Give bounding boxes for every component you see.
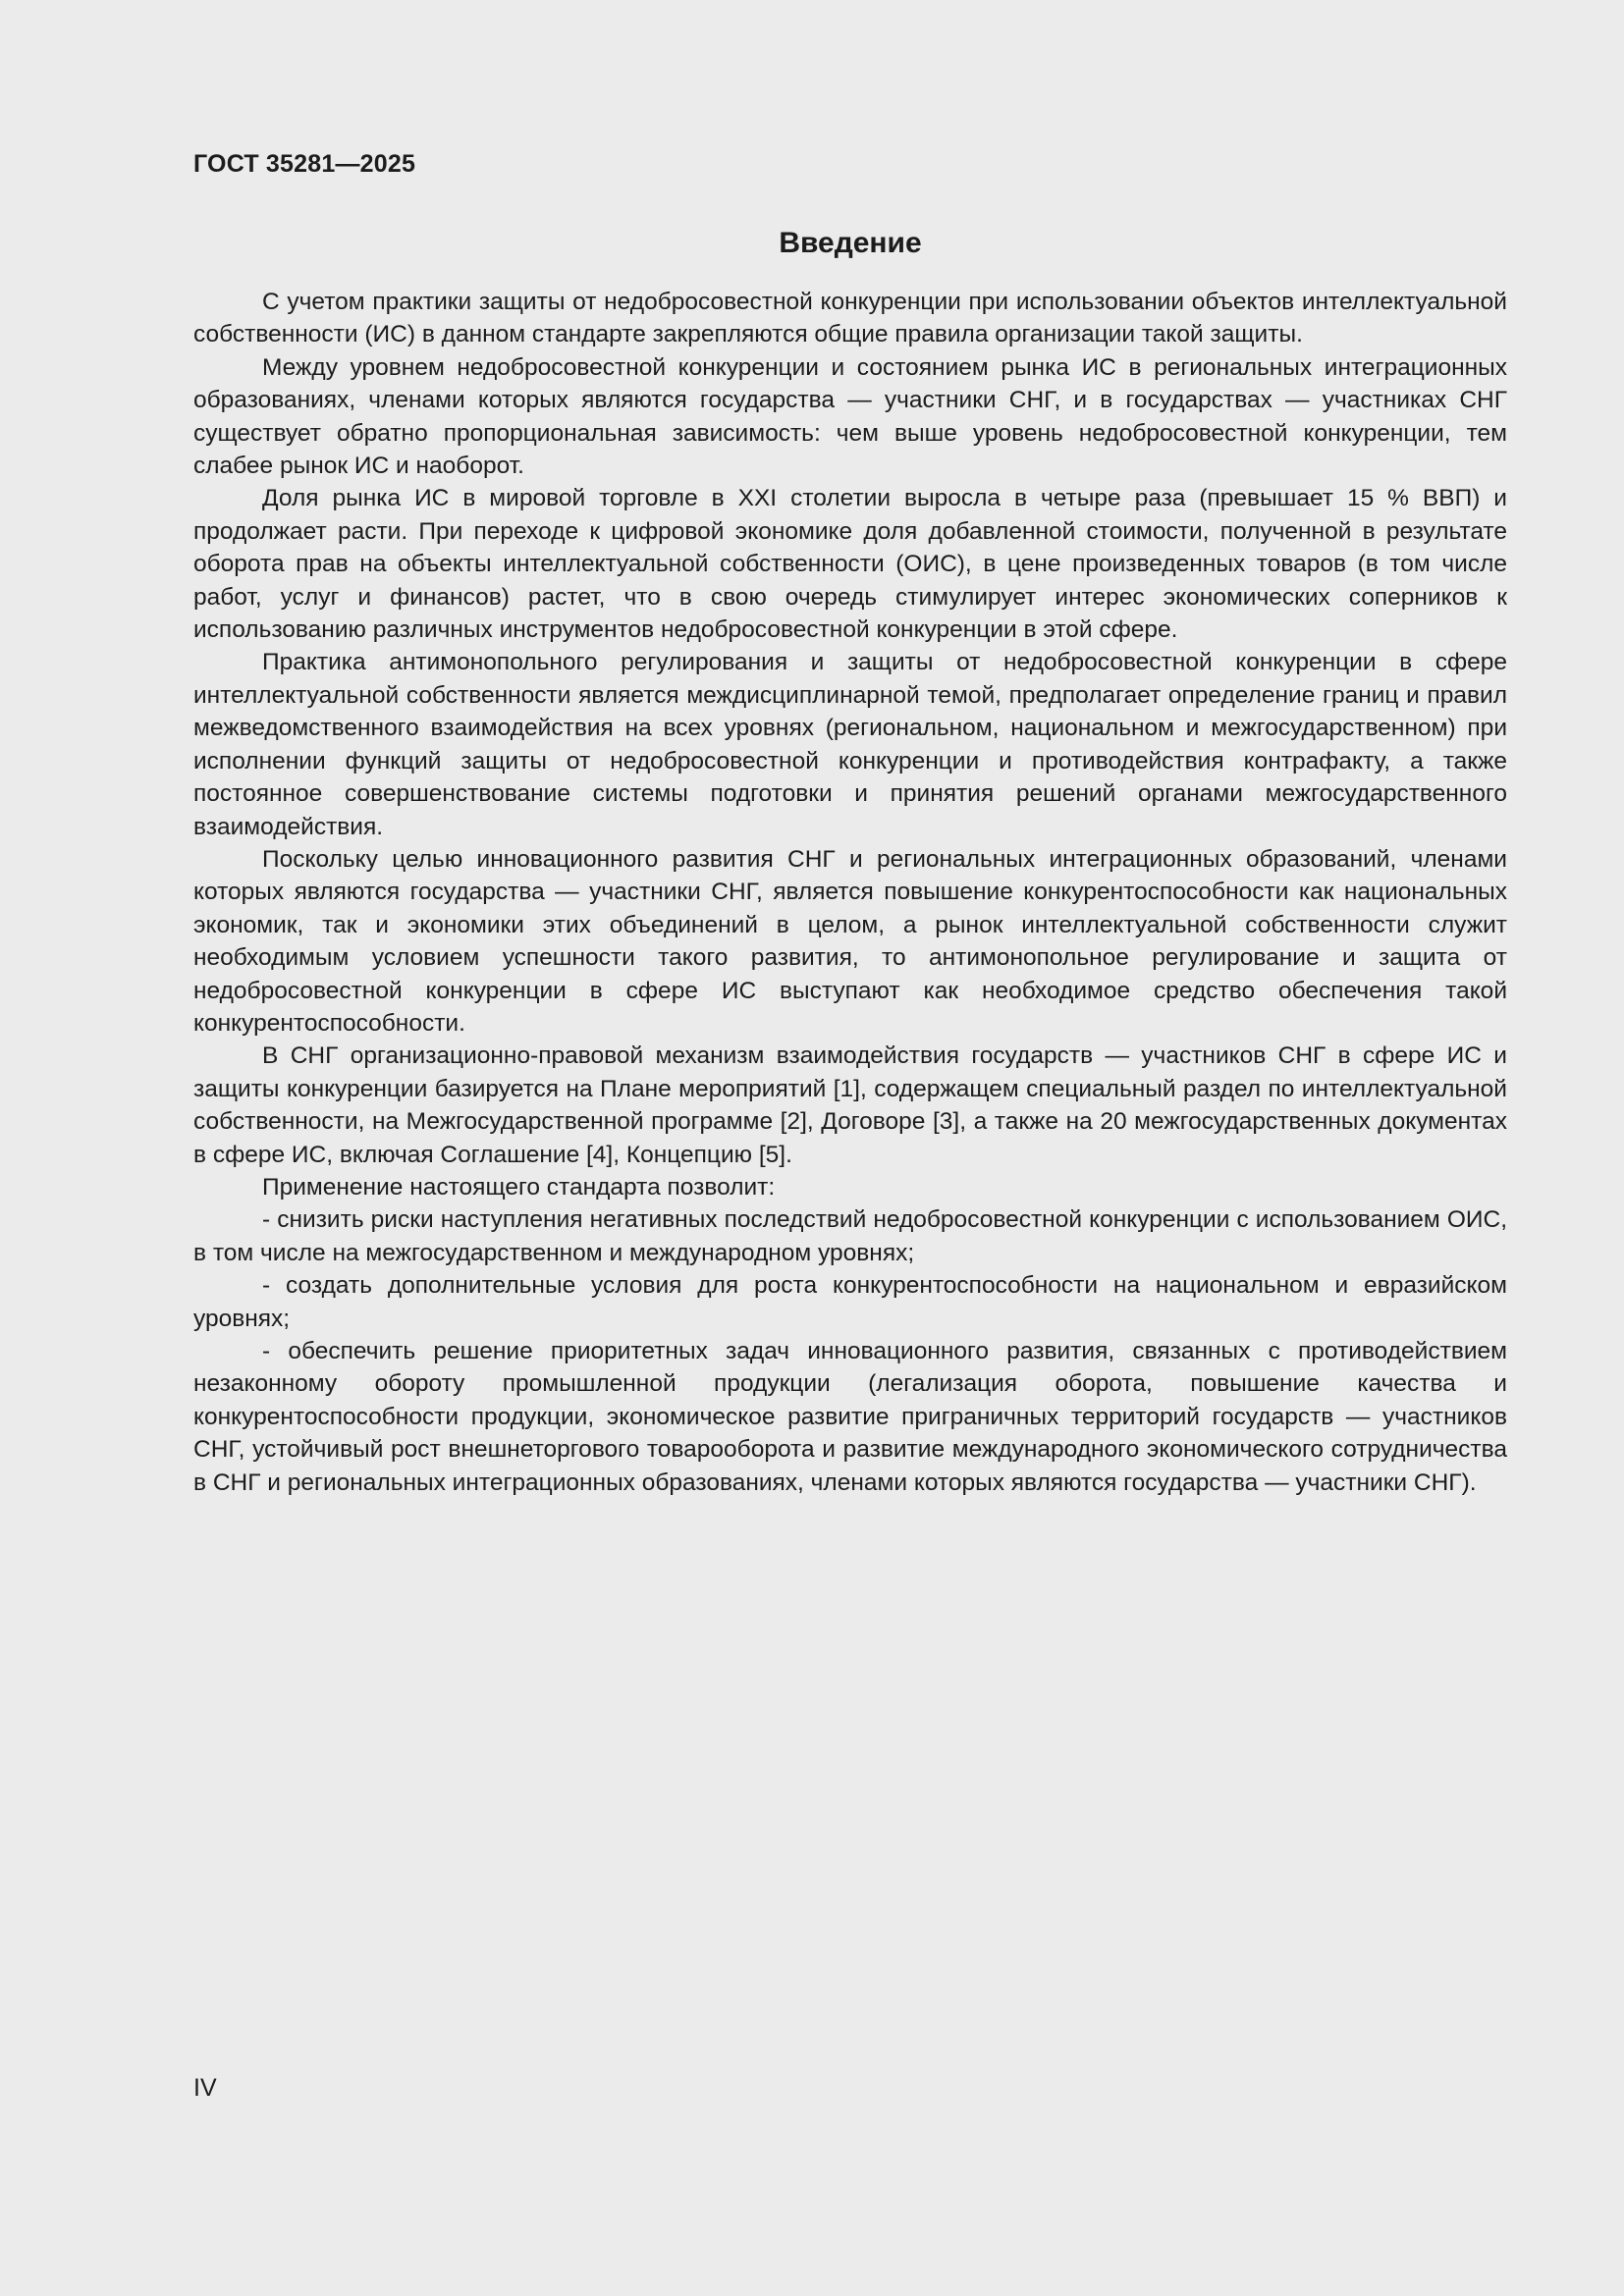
paragraph: С учетом практики защиты от недобросовестной конкуренции при использовании объектов интеллектуальной собственности (ИС) в данном стандарте закрепляются общие правила организации такой защиты. — [193, 289, 1507, 348]
list-item: - снизить риски наступления негативных последствий недобросовестной конкуренции с использованием ОИС, в том числе на межгосударственном и международном уровнях; — [193, 1206, 1507, 1266]
paragraph: Практика антимонопольного регулирования и защиты от недобросовестной конкуренции в сфере интеллектуальной собственности является междисциплинарной темой, предполагает определение границ и правил межведомственного взаимодействия на всех уровнях (региональном, национальном и межгосударственном) при исполнении функций защиты от недобросовестной конкуренции и противодействия контрафакту, а также постоянное совершенствование системы подготовки и принятия решений органами межгосударственного взаимодействия. — [193, 649, 1507, 840]
document-body — [193, 286, 1507, 1499]
list-item: - обеспечить решение приоритетных задач инновационного развития, связанных с противодействием незаконному обороту промышленной продукции (легализация оборота, повышение качества и конкурентоспособности продукции, экономическое развитие приграничных территорий государств — участников СНГ, устойчивый рост внешнеторгового товарооборота и развитие международного экономического сотрудничества в СНГ и региональных интеграционных образованиях, членами которых являются государства — участники СНГ). — [193, 1338, 1507, 1496]
paragraph: Доля рынка ИС в мировой торговле в XXI столетии выросла в четыре раза (превышает 15 % ВВП) и продолжает расти. При переходе к цифровой экономике доля добавленной стоимости, полученной в результате оборота прав на объекты интеллектуальной собственности (ОИС), в цене произведенных товаров (в том числе работ, услуг и финансов) растет, что в свою очередь стимулирует интерес экономических соперников к использованию различных инструментов недобросовестной конкуренции в этой сфере. — [193, 485, 1507, 644]
paragraph: Поскольку целью инновационного развития СНГ и региональных интеграционных образований, членами которых являются государства — участники СНГ, является повышение конкурентоспособности как национальных экономик, так и экономики этих объединений в целом, а рынок интеллектуальной собственности служит необходимым условием успешности такого развития, то антимонопольное регулирование и защита от недобросовестной конкуренции в сфере ИС выступают как необходимое средство обеспечения такой конкурентоспособности. — [193, 845, 1507, 1037]
paragraph: В СНГ организационно-правовой механизм взаимодействия государств — участников СНГ в сфере ИС и защиты конкуренции базируется на Плане мероприятий [1], содержащем специальный раздел по интеллектуальной собственности, на Межгосударственной программе [2], Договоре [3], а также на 20 межгосударственных документах в сфере ИС, включая Соглашение [4], Концепцию [5]. — [193, 1042, 1507, 1168]
document-code: ГОСТ 35281—2025 — [193, 150, 416, 178]
list-item: - создать дополнительные условия для роста конкурентоспособности на национальном и евразийском уровнях; — [193, 1272, 1507, 1332]
paragraph: Применение настоящего стандарта позволит: — [262, 1173, 776, 1201]
page-number: IV — [193, 2074, 217, 2102]
paragraph: Между уровнем недобросовестной конкуренции и состоянием рынка ИС в региональных интеграционных образованиях, членами которых являются государства — участники СНГ, и в государствах — участниках СНГ существует обратно пропорциональная зависимость: чем выше уровень недобросовестной конкуренции, тем слабее рынок ИС и наоборот. — [193, 353, 1507, 480]
section-title: Введение — [779, 227, 922, 259]
